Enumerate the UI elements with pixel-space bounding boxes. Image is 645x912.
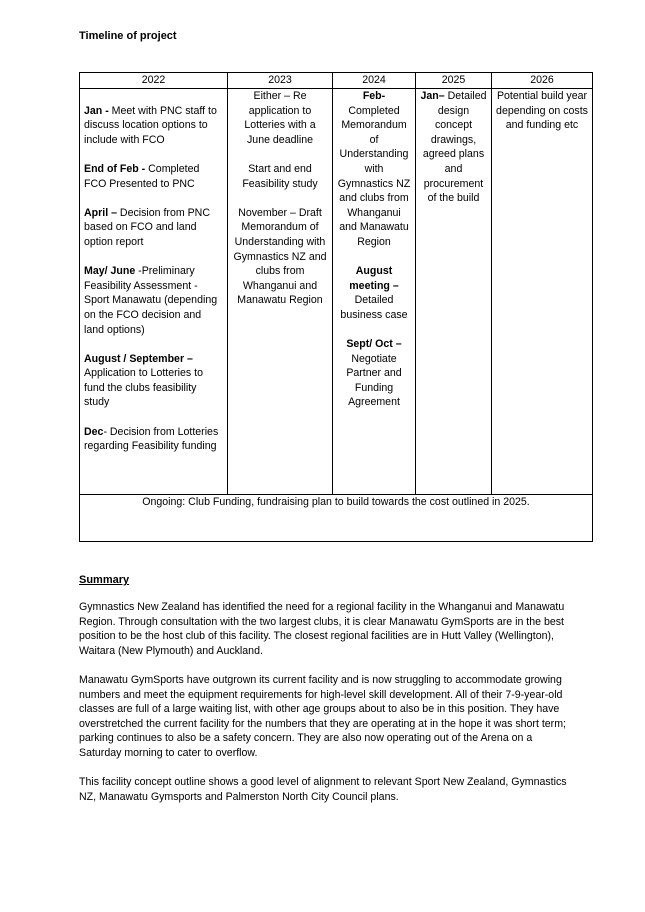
entry-text: Either – Re application to Lotteries with a June deadline (244, 90, 316, 146)
entry-2024 (337, 89, 411, 250)
year-header-2026: 2026 (492, 73, 593, 89)
entry-label: August / September – (84, 352, 193, 365)
cell-2022 (80, 89, 228, 495)
cell-2025 (416, 89, 492, 495)
entry-text: Completed Memorandum of Understanding with Gymnastics NZ and clubs from Whanganui and Manawatu Region (337, 104, 411, 248)
year-header-2024: 2024 (333, 73, 416, 89)
entry-text: Completed FCO Presented to PNC (84, 162, 200, 190)
entry-2026 (496, 89, 588, 133)
entry-text: Decision from PNC based on FCO and land option report (84, 206, 210, 248)
entry-2022 (84, 206, 223, 250)
entry-2022 (84, 264, 223, 337)
entry-text: Detailed business case (340, 294, 408, 321)
entry-label: April – (84, 206, 117, 219)
year-header-2025: 2025 (416, 73, 492, 89)
entry-label: Dec (84, 425, 104, 438)
entry-label: End of Feb - (84, 162, 146, 175)
entry-2025 (420, 89, 487, 206)
page-title: Timeline of project (79, 30, 177, 42)
summary-heading: Summary (79, 574, 130, 586)
cell-2023 (228, 89, 333, 495)
entry-text: Meet with PNC staff to discuss location options to include with FCO (84, 104, 217, 146)
timeline-table (79, 72, 593, 542)
timeline-body-row (80, 89, 593, 495)
entry-label: May/ June (84, 265, 136, 278)
entry-text: Negotiate Partner and Funding Agreement (346, 352, 402, 409)
year-header-2022: 2022 (80, 73, 228, 89)
summary-paragraph: Gymnastics New Zealand has identified the need for a regional facility in the Whanganui and Manawatu Region. Through consultation with the two largest clubs, it is clear Manawatu GymSports are in the best position to be the host club of this facility. The closest regional facilities are in Hutt Valley (Wellington), Waitara (New Plymouth) and Auckland. (79, 601, 565, 657)
year-header-row (80, 73, 593, 89)
entry-label: August meeting – (349, 265, 399, 292)
entry-text: Application to Lotteries to fund the clubs feasibility study (84, 367, 203, 409)
entry-2022 (84, 425, 223, 454)
ongoing-text: Ongoing: Club Funding, fundraising plan to build towards the cost outlined in 2025. (80, 495, 593, 542)
entry-label: Feb- (362, 90, 386, 102)
summary-paragraph: Manawatu GymSports have outgrown its current facility and is now struggling to accommodate growing numbers and meet the equipment requirements for high-level skill development. All of their 7-9-year-old classes are full of a large waiting list, with other age groups about to also be in this position. They have overstretched the current facility for the numbers that they are operating at in the hope it was short term; parking continues to also be a safety concern. They are also now operating out of the Arena on a Saturday morning to cater to overflow. (79, 673, 566, 759)
entry-2022 (84, 352, 223, 410)
entry-2022 (84, 162, 223, 191)
entry-label: Jan– (420, 90, 445, 102)
entry-label: Sept/ Oct – (346, 338, 402, 351)
entry-text: Potential build year depending on costs and funding etc (496, 90, 588, 132)
entry-text: -Preliminary Feasibility Assessment - Sport Manawatu (depending on the FCO decision and land options) (84, 265, 218, 336)
year-header-2023: 2023 (228, 73, 333, 89)
entry-label: Jan - (84, 104, 109, 117)
entry-text: - Decision from Lotteries regarding Feasibility funding (84, 425, 219, 453)
entry-2023 (232, 206, 328, 308)
ongoing-row (80, 495, 593, 542)
summary-section (79, 600, 569, 819)
entry-text: Detailed design concept drawings, agreed plans and procurement of the build (422, 90, 487, 205)
entry-2024 (337, 337, 411, 410)
entry-text: November – Draft Memorandum of Understanding with Gymnastics NZ and clubs from Whanganui and Manawatu Region (233, 206, 327, 307)
entry-2023 (232, 89, 328, 147)
entry-2023 (232, 162, 328, 191)
entry-2024 (337, 264, 411, 322)
entry-2022 (84, 104, 223, 148)
cell-2024 (333, 89, 416, 495)
summary-paragraph: This facility concept outline shows a good level of alignment to relevant Sport New Zealand, Gymnastics NZ, Manawatu Gymsports and Palmerston North City Council plans. (79, 776, 567, 803)
cell-2026 (492, 89, 593, 495)
entry-text: Start and end Feasibility study (242, 162, 318, 190)
